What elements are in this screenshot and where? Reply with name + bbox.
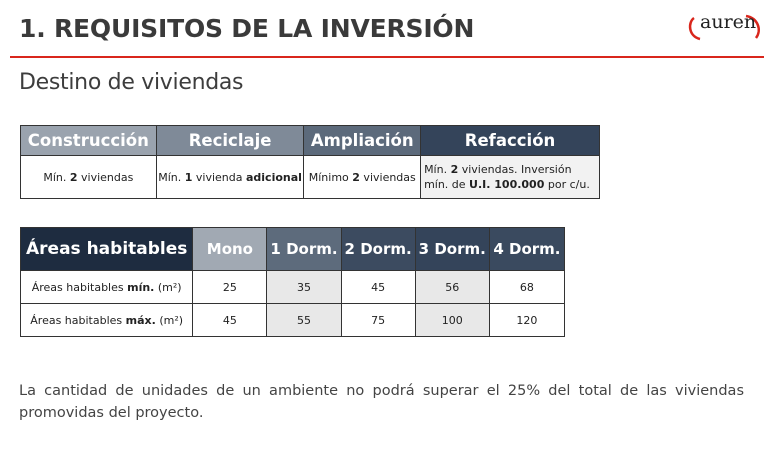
areas-header-row [21, 228, 565, 271]
header-divider [10, 56, 764, 58]
destino-table [20, 125, 600, 199]
table-cell: 45 [341, 271, 415, 304]
table-cell: 45 [193, 304, 267, 337]
logo-text: auren [700, 11, 757, 33]
row-label-max: Áreas habitables máx. (m²) [21, 304, 193, 337]
cell-refaccion: Mín. 2 viviendas. Inversión mín. de U.I. 100.000 por c/u. [421, 156, 600, 199]
footnote: La cantidad de unidades de un ambiente no podrá superar el 25% del total de las viviendas promovidas del proyecto. [19, 383, 744, 421]
cell-reciclaje: Mín. 1 vivienda adicional [156, 156, 304, 199]
cell-construccion: Mín. 2 viviendas [21, 156, 157, 199]
col-header-4-dorm: 4 Dorm. [489, 228, 564, 271]
col-header-3-dorm: 3 Dorm. [415, 228, 489, 271]
header-construccion: Construcción [21, 126, 157, 156]
section-subtitle: Destino de viviendas [19, 70, 244, 95]
table-row [21, 271, 565, 304]
table-cell: 75 [341, 304, 415, 337]
areas-table [20, 227, 565, 337]
col-header-1-dorm: 1 Dorm. [267, 228, 341, 271]
table-cell: 100 [415, 304, 489, 337]
row-label-min: Áreas habitables mín. (m²) [21, 271, 193, 304]
table-cell: 25 [193, 271, 267, 304]
destino-value-row [21, 156, 600, 199]
table-cell: 56 [415, 271, 489, 304]
header-refaccion: Refacción [421, 126, 600, 156]
table-cell: 120 [489, 304, 564, 337]
cell-ampliacion: Mínimo 2 viviendas [304, 156, 421, 199]
col-header-2-dorm: 2 Dorm. [341, 228, 415, 271]
table-cell: 55 [267, 304, 341, 337]
col-header-mono: Mono [193, 228, 267, 271]
page-title: 1. REQUISITOS DE LA INVERSIÓN [19, 14, 475, 43]
table-cell: 68 [489, 271, 564, 304]
header-ampliacion: Ampliación [304, 126, 421, 156]
destino-header-row [21, 126, 600, 156]
table-row [21, 304, 565, 337]
header-reciclaje: Reciclaje [156, 126, 304, 156]
table-cell: 35 [267, 271, 341, 304]
areas-corner-header: Áreas habitables [21, 228, 193, 271]
